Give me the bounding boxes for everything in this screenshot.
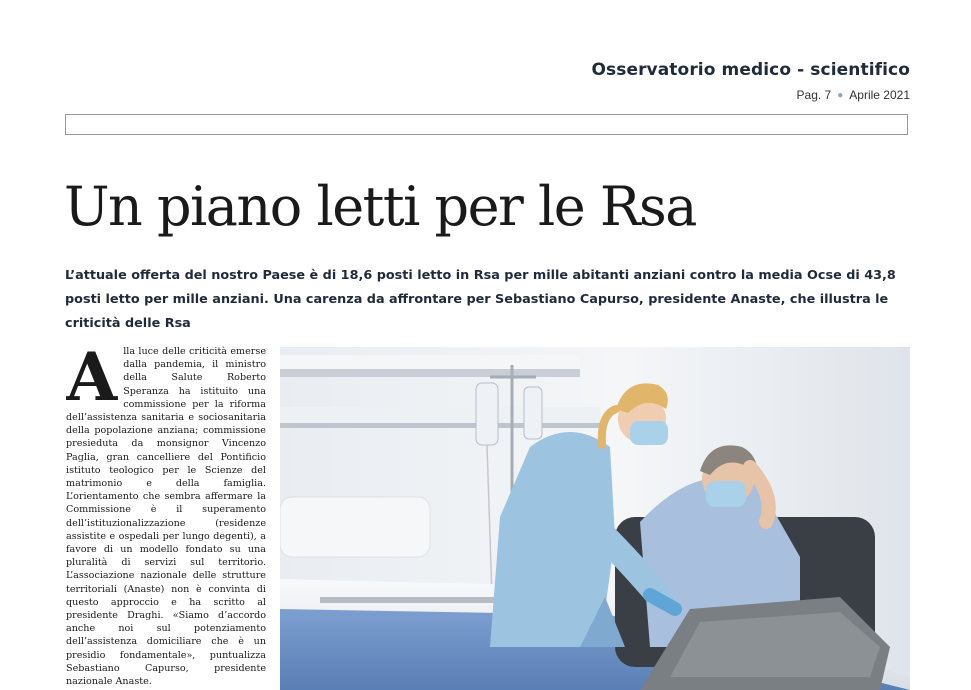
body-text: lla luce delle criticità emerse dalla pandemia, il ministro della Salute Roberto Speranza ha istituito una commissione per la riforma dell’assistenza sanitaria e sociosanitaria della popolazione anziana; commissione presieduta da monsignor Vincenzo Paglia, gran cancelliere del Pontificio istituto teologico per le Scienze del matrimonio e della famiglia. L’orientamento che sembra affermare la Commissione è il superamento dell’istituzionalizzazione (residenze assistite e ospedali per lungo degenti), a favore di un modello fondato su una pluralità di servizi sul territorio. L’associazione nazionale delle strutture territoriali (Anaste) non è convinta di questo approccio e ha scritto al presidente Draghi. «Siamo d’accordo anche noi sul potenziamento dell’assistenza domiciliare che è un presidio fondamentale», puntualizza Sebastiano Capurso, presidente nazionale Anaste. [66, 346, 266, 688]
section-title: Osservatorio medico - scientifico [591, 60, 910, 80]
page-meta [797, 88, 910, 102]
article-photo [280, 347, 910, 690]
header-bar [65, 114, 908, 135]
issue-date: Aprile 2021 [849, 88, 910, 102]
article-lead: L’attuale offerta del nostro Paese è di 18,6 posti letto in Rsa per mille abitanti anziani contro la media Ocse di 43,8 posti letto per mille anziani. Una carenza da affrontare per Sebastiano Capurso, presidente Anaste, che illustra le criticità delle Rsa [65, 268, 896, 331]
page-number: Pag. 7 [796, 88, 832, 102]
article-body [66, 345, 266, 690]
drop-cap: A [66, 345, 118, 416]
bullet-icon: ● [837, 89, 844, 101]
article-title: Un piano letti per le Rsa [64, 175, 696, 238]
